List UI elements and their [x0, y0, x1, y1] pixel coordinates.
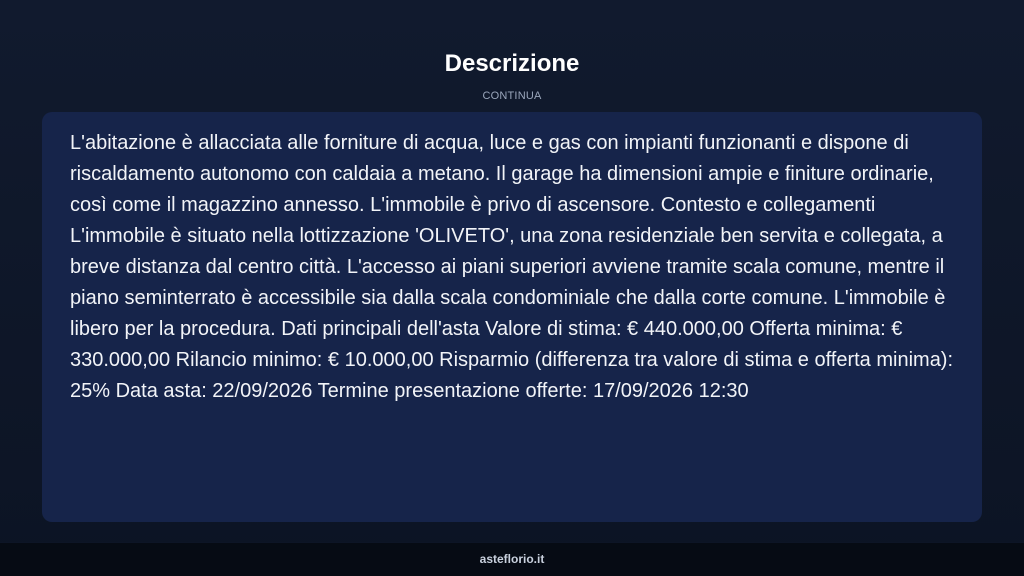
page-title: Descrizione	[444, 50, 580, 77]
continue-label: CONTINUA	[482, 90, 542, 102]
footer-site-name: asteflorio.it	[479, 552, 545, 566]
footer-bar	[0, 542, 1024, 576]
description-card	[42, 112, 982, 522]
description-text: L'abitazione è allacciata alle forniture di acqua, luce e gas con impianti funzionanti e dispone di riscaldamento autonomo con caldaia a metano. Il garage ha dimensioni ampie e finiture ordinarie, così come il magazzino annesso. L'immobile è privo di ascensore. Contesto e collegamenti L'immobile è situato nella lottizzazione 'OLIVETO', una zona residenziale ben servita e collegata, a breve distanza dal centro città. L'accesso ai piani superiori avviene tramite scala comune, mentre il piano seminterrato è accessibile sia dalla scala condominiale che dalla corte comune. L'immobile è libero per la procedura. Dati principali dell'asta Valore di stima: € 440.000,00 Offerta minima: € 330.000,00 Rilancio minimo: € 10.000,00 Risparmio (differenza tra valore di stima e offerta minima): 25% Data asta: 22/09/2026 Termine presentazione offerte: 17/09/2026 12:30	[70, 132, 954, 402]
